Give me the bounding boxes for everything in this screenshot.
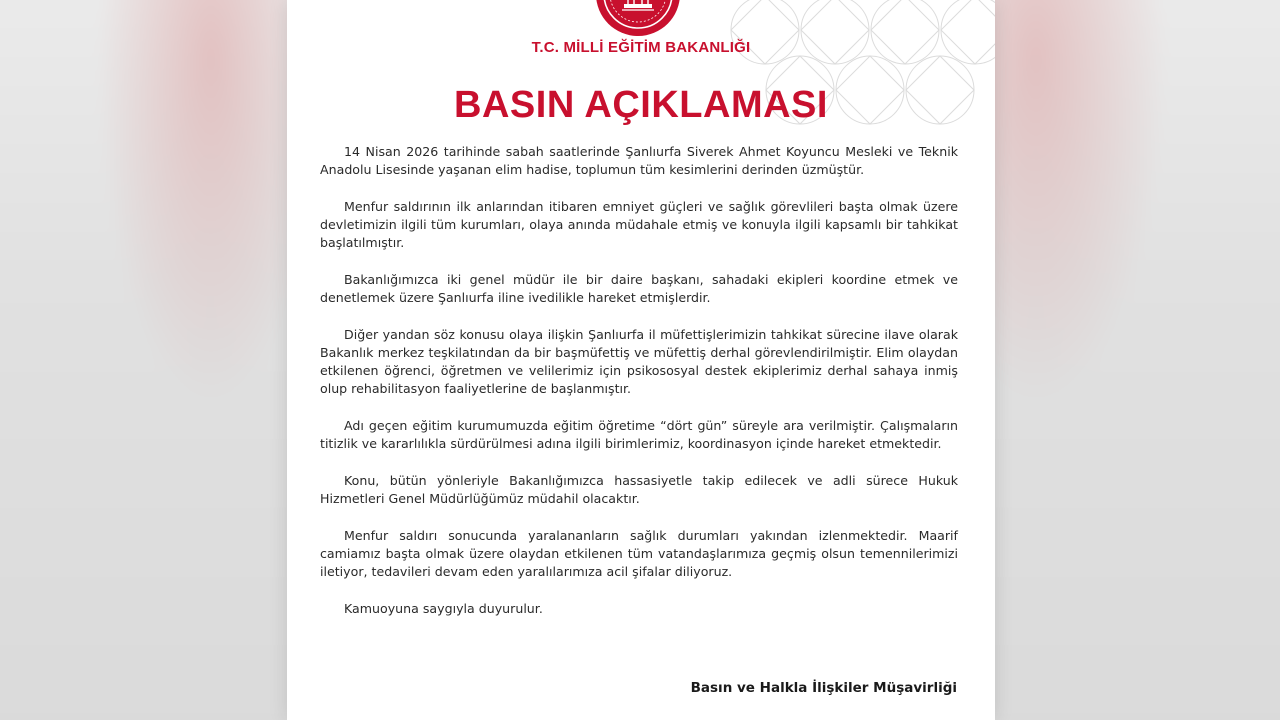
press-release-document bbox=[287, 0, 995, 720]
blurred-left-copy bbox=[0, 0, 310, 720]
paragraph: Bakanlığımızca iki genel müdür ile bir daire başkanı, sahadaki ekipleri koordine etmek ve denetlemek üzere Şanlıurfa iline ivedilikle hareket etmişlerdir. bbox=[320, 272, 958, 305]
signature: Basın ve Halkla İlişkiler Müşavirliği bbox=[690, 680, 957, 696]
paragraph: Menfur saldırının ilk anlarından itibaren emniyet güçleri ve sağlık görevlileri başta olmak üzere devletimizin ilgili tüm kurumları, olaya anında müdahale etmiş ve konuyla ilgili kapsamlı bir tahkikat başlatılmıştır. bbox=[320, 199, 958, 250]
ministry-name: T.C. MİLLİ EĞİTİM BAKANLIĞI bbox=[531, 39, 751, 56]
paragraph: 14 Nisan 2026 tarihinde sabah saatlerinde Şanlıurfa Siverek Ahmet Koyuncu Mesleki ve Teknik Anadolu Lisesinde yaşanan elim hadise, toplumun tüm kesimlerini derinden üzmüştür. bbox=[320, 144, 958, 177]
page-title: BASIN AÇIKLAMASI bbox=[454, 84, 828, 126]
release-body bbox=[320, 143, 958, 637]
paragraph: Adı geçen eğitim kurumumuzda eğitim öğretime “dört gün” süreyle ara verilmiştir. Çalışmaların titizlik ve kararlılıkla sürdürülmesi adına ilgili birimlerimiz, koordinasyon içinde hareket etmektedir. bbox=[320, 418, 958, 451]
paragraph: Diğer yandan söz konusu olaya ilişkin Şanlıurfa il müfettişlerimizin tahkikat sürecine ilave olarak Bakanlık merkez teşkilatından da bir başmüfettiş ve müfettiş derhal görevlendirilmiştir. Elim olaydan etkilenen öğrenci, öğretmen ve velilerimiz için psikososyal destek ekiplerimiz derhal sahaya inmiş olup rehabilitasyon faaliyetlerine de başlanmıştır. bbox=[320, 327, 958, 396]
paragraph: Menfur saldırı sonucunda yaralananların sağlık durumları yakından izlenmektedir. Maarif camiamız başta olmak üzere olaydan etkilenen tüm vatandaşlarımıza geçmiş olsun temennilerimizi iletiyor, tedavileri devam eden yaralılarımıza acil şifalar diliyoruz. bbox=[320, 528, 958, 579]
ministry-seal-icon bbox=[594, 0, 682, 38]
blurred-right-copy bbox=[970, 0, 1280, 720]
closing-line: Kamuoyuna saygıyla duyurulur. bbox=[344, 601, 543, 616]
paragraph: Konu, bütün yönleriyle Bakanlığımızca hassasiyetle takip edilecek ve adli sürece Hukuk Hizmetleri Genel Müdürlüğümüz müdahil olacaktır. bbox=[320, 473, 958, 506]
